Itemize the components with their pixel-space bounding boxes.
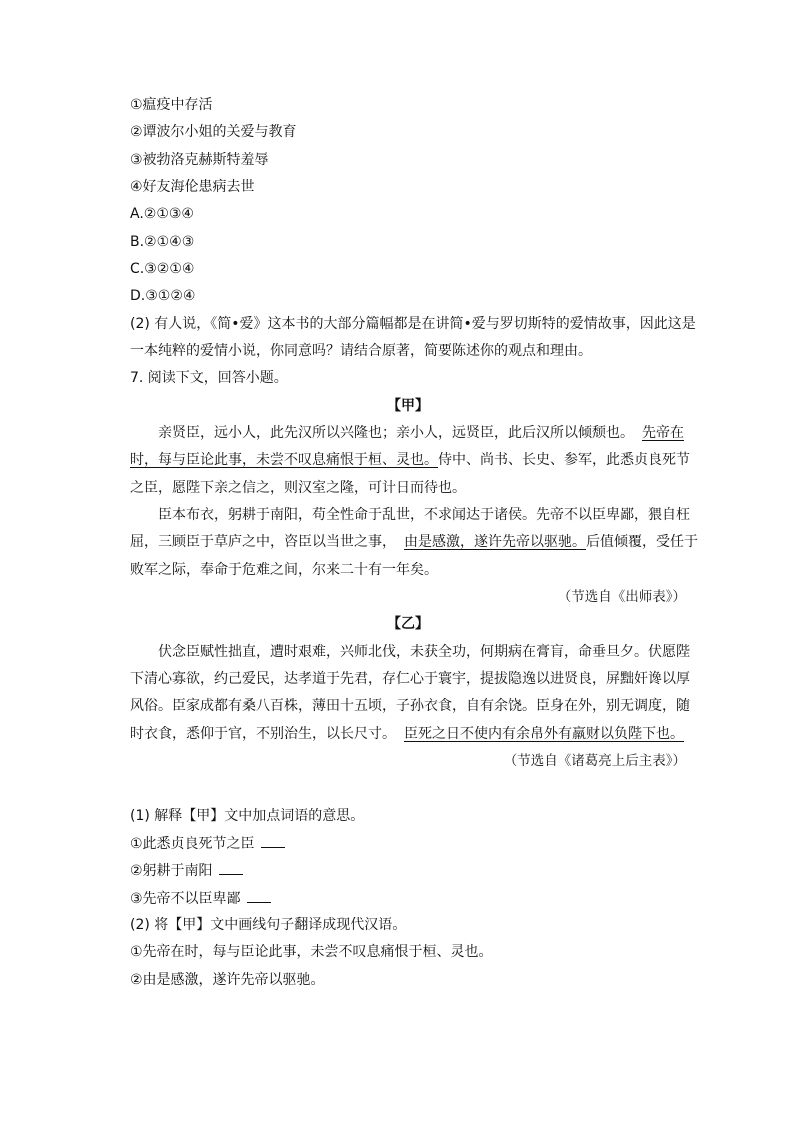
- text-run: 亲贤臣，远小人，此先汉所以兴隆也；亲小人，远贤臣，此后汉所以倾颓也。: [158, 425, 634, 441]
- item-text: ②躬耕于南阳: [130, 863, 213, 879]
- option-a: A.②①③④: [130, 206, 194, 222]
- underlined-sentence: 时，每与臣论此事，未尝不叹息痛恨于桓、灵也。: [130, 452, 438, 468]
- passage-yi-line: 下清心寡欲，约己爱民，达孝道于先君，存仁心于寰宇，提拔隐逸以进贤良，屏黜奸谗以厚: [130, 671, 690, 687]
- list-item: ④好友海伦患病去世: [130, 179, 255, 195]
- list-item: ②谭波尔小姐的关爱与教育: [130, 124, 297, 140]
- passage-jia-source: （节选自《出师表》）: [557, 589, 686, 605]
- text-run: 屈，三顾臣于草庐之中，咨臣以当世之事，: [130, 534, 396, 550]
- passage-jia-line: [130, 532, 698, 552]
- passage-jia-title: 【甲】: [387, 398, 429, 414]
- sub-question-1-item: [130, 860, 243, 881]
- passage-jia-line: 之臣，愿陛下亲之信之，则汉室之隆，可计日而待也。: [130, 480, 466, 496]
- question-7-heading: 7. 阅读下文，回答小题。: [130, 370, 288, 386]
- answer-blank[interactable]: [219, 860, 243, 875]
- passage-jia-line: 臣本布衣，躬耕于南阳，苟全性命于乱世，不求闻达于诸侯。先帝不以臣卑鄙，猥自枉: [158, 507, 690, 523]
- text-run: 侍中、尚书、长史、参军，此悉贞良死节: [438, 452, 690, 468]
- sub-question-2-item: ②由是感激，遂许先帝以驱驰。: [130, 972, 325, 988]
- item-text: ①此悉贞良死节之臣: [130, 836, 255, 852]
- passage-jia-line: 败军之际，奉命于危难之间，尔来二十有一年矣。: [130, 562, 438, 578]
- list-item: ③被勃洛克赫斯特羞辱: [130, 152, 269, 168]
- passage-yi-line: 风俗。臣家成都有桑八百株，薄田十五顷，子孙衣食，自有余饶。臣身在外，别无调度，随: [130, 698, 690, 714]
- passage-yi-title: 【乙】: [387, 616, 429, 632]
- passage-yi-line: [130, 724, 684, 744]
- question-6-2-line: (2) 有人说，《简•爱》这本书的大部分篇幅都是在讲简•爱与罗切斯特的爱情故事，因此这是: [130, 316, 696, 332]
- passage-jia-line: [158, 423, 684, 443]
- item-text: ③先帝不以臣卑鄙: [130, 891, 241, 907]
- option-c: C.③②①④: [130, 261, 195, 277]
- option-b: B.②①④③: [130, 234, 195, 250]
- text-run: 时衣食，悉仰于官，不别治生，以长尺寸。: [130, 726, 396, 742]
- answer-blank[interactable]: [247, 888, 271, 903]
- passage-jia-line: [130, 450, 690, 470]
- text-run: 后值倾覆，受任于: [586, 534, 698, 550]
- sub-question-2: (2) 将【甲】文中画线句子翻译成现代汉语。: [130, 917, 407, 933]
- question-6-2-line: 一本纯粹的爱情小说，你同意吗？请结合原著，简要陈述你的观点和理由。: [130, 343, 592, 359]
- underlined-sentence: 由是感激，遂许先帝以驱驰。: [404, 534, 586, 550]
- list-item: ①瘟疫中存活: [130, 97, 213, 113]
- sub-question-1: (1) 解释【甲】文中加点词语的意思。: [130, 808, 365, 824]
- sub-question-1-item: [130, 833, 285, 854]
- passage-yi-line: 伏念臣赋性拙直，遭时艰难，兴师北伐，未获全功，何期病在膏肓，命垂旦夕。伏愿陛: [158, 644, 690, 660]
- underlined-sentence: 臣死之日不使内有余帛外有羸财以负陛下也。: [404, 726, 684, 742]
- passage-yi-source: （节选自《诸葛亮上后主表》）: [503, 753, 686, 769]
- sub-question-2-item: ①先帝在时，每与臣论此事，未尝不叹息痛恨于桓、灵也。: [130, 944, 493, 960]
- sub-question-1-item: [130, 888, 271, 909]
- answer-blank[interactable]: [261, 833, 285, 848]
- option-d: D.③①②④: [130, 288, 196, 304]
- underlined-sentence: 先帝在: [642, 425, 684, 441]
